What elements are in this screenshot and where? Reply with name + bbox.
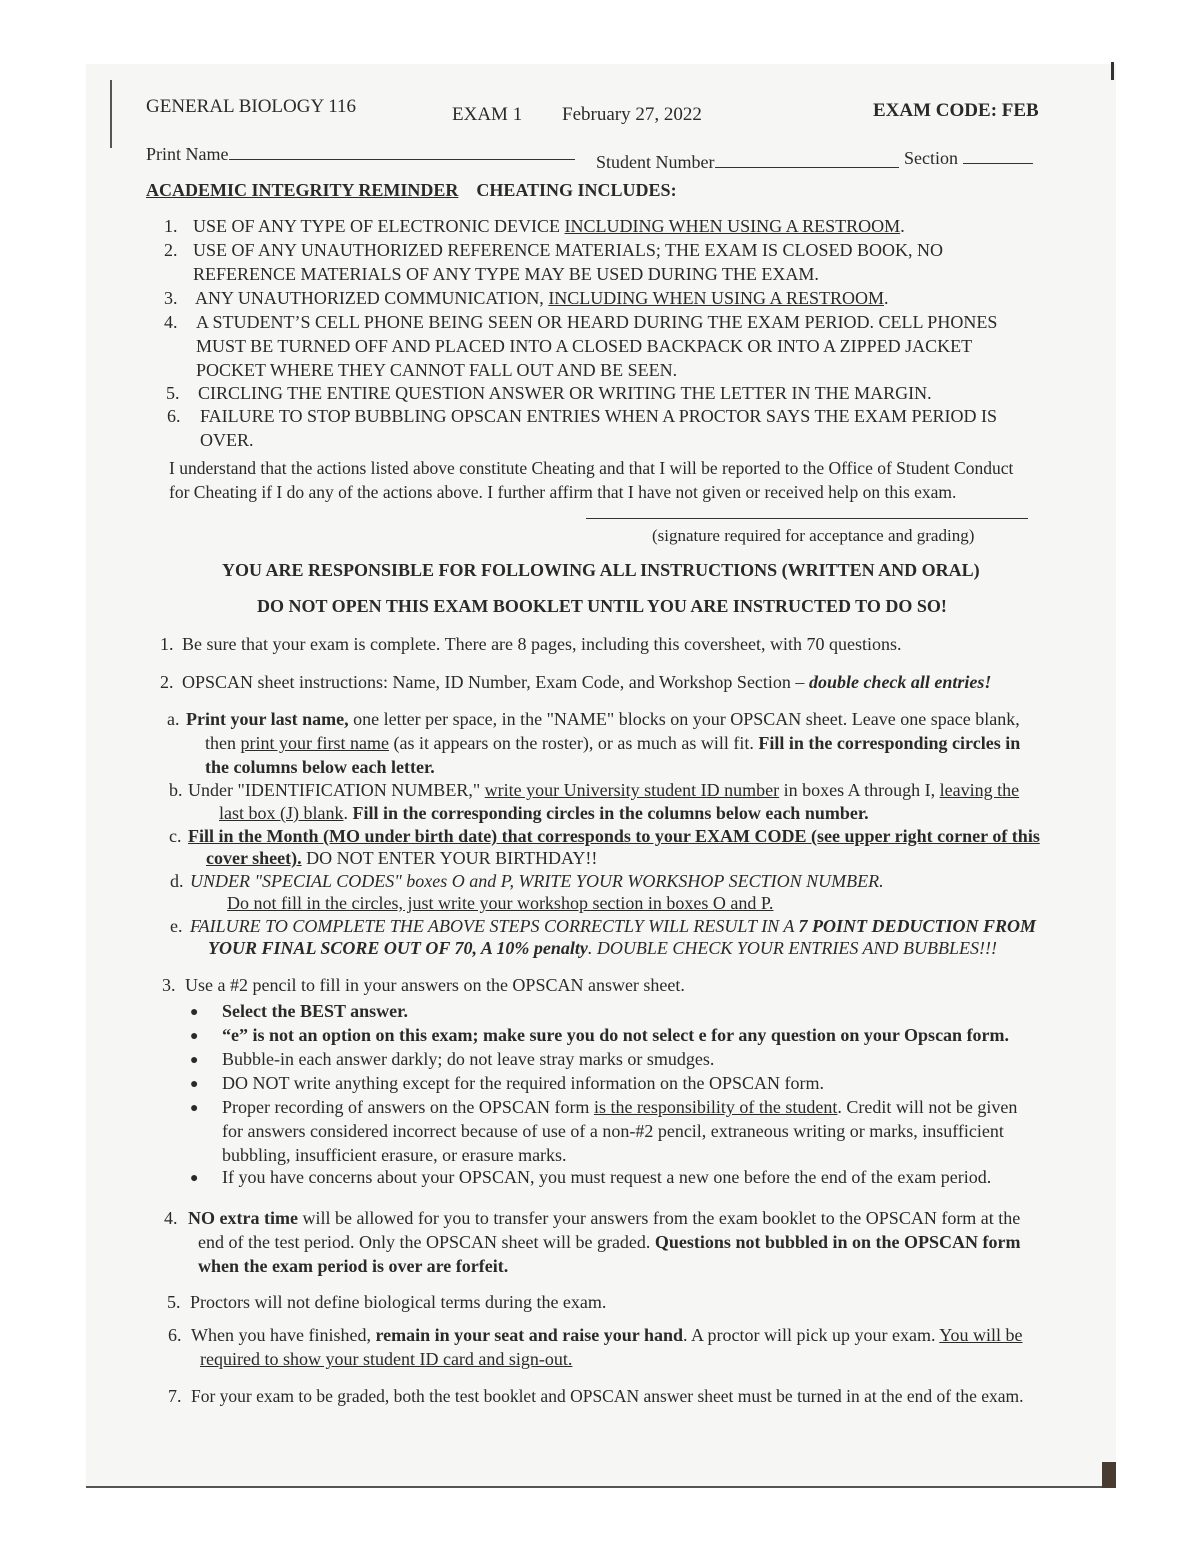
- course-title: GENERAL BIOLOGY 116: [146, 96, 357, 117]
- page-bottom-edge: [86, 1486, 1116, 1488]
- student-number-label: Student Number: [596, 152, 715, 172]
- integrity-item-4-cont2: POCKET WHERE THEY CANNOT FALL OUT AND BE SEEN.: [196, 360, 678, 380]
- responsible-banner: YOU ARE RESPONSIBLE FOR FOLLOWING ALL INSTRUCTIONS (WRITTEN AND ORAL): [222, 560, 980, 580]
- section-row: [904, 147, 1033, 169]
- print-name-row: [146, 143, 575, 165]
- bullet-dot: ●: [190, 1101, 199, 1116]
- instr-7: For your exam to be graded, both the test booklet and OPSCAN answer sheet must be turned in at the end of the exam.: [191, 1386, 1024, 1406]
- instr-b-letter: b.: [169, 780, 183, 800]
- bullet-1: Select the BEST answer.: [222, 1001, 409, 1021]
- instr-e-line1: FAILURE TO COMPLETE THE ABOVE STEPS CORRECTLY WILL RESULT IN A 7 POINT DEDUCTION FROM: [190, 916, 1037, 936]
- instr-num-7: 7.: [168, 1386, 182, 1406]
- instr-6-line2: required to show your student ID card and sign-out.: [200, 1349, 573, 1369]
- instr-e-letter: e.: [170, 916, 183, 936]
- integrity-num-2: 2.: [164, 240, 178, 260]
- integrity-heading: [146, 180, 677, 201]
- do-not-open-banner: DO NOT OPEN THIS EXAM BOOKLET UNTIL YOU ARE INSTRUCTED TO DO SO!: [257, 596, 947, 616]
- signature-line[interactable]: [586, 518, 1028, 519]
- integrity-statement-2: for Cheating if I do any of the actions above. I further affirm that I have not given or received help on this exam.: [169, 482, 957, 502]
- bullet-5: Proper recording of answers on the OPSCAN form is the responsibility of the student. Credit will not be given: [222, 1097, 1018, 1117]
- integrity-title: ACADEMIC INTEGRITY REMINDER: [146, 180, 459, 200]
- integrity-num-4: 4.: [164, 312, 178, 332]
- integrity-item-5: CIRCLING THE ENTIRE QUESTION ANSWER OR WRITING THE LETTER IN THE MARGIN.: [198, 383, 932, 403]
- integrity-num-3: 3.: [164, 288, 178, 308]
- instr-num-5: 5.: [167, 1292, 181, 1312]
- integrity-item-4-cont: MUST BE TURNED OFF AND PLACED INTO A CLOSED BACKPACK OR INTO A ZIPPED JACKET: [196, 336, 973, 356]
- corner-mark-top: [1111, 62, 1114, 80]
- bullet-dot: ●: [190, 1053, 199, 1068]
- integrity-item-2-cont: REFERENCE MATERIALS OF ANY TYPE MAY BE USED DURING THE EXAM.: [193, 264, 819, 284]
- instr-num-4: 4.: [164, 1208, 178, 1228]
- instr-b-line2: last box (J) blank. Fill in the corresponding circles in the columns below each number.: [219, 803, 869, 823]
- instr-a-line2: then print your first name (as it appears on the roster), or as much as will fit. Fill in the corresponding circles in: [205, 733, 1021, 753]
- instr-4-line3: when the exam period is over are forfeit.: [198, 1256, 509, 1276]
- integrity-item-6-cont: OVER.: [200, 430, 254, 450]
- integrity-item-2: USE OF ANY UNAUTHORIZED REFERENCE MATERIALS; THE EXAM IS CLOSED BOOK, NO: [193, 240, 944, 260]
- student-number-row: [596, 151, 899, 173]
- instr-5: Proctors will not define biological terms during the exam.: [190, 1292, 607, 1312]
- student-number-field[interactable]: [715, 151, 899, 168]
- signature-note: (signature required for acceptance and grading): [652, 526, 975, 545]
- bullet-5-cont: for answers considered incorrect because of use of a non-#2 pencil, extraneous writing or marks, insufficient: [222, 1121, 1004, 1141]
- section-label: Section: [904, 148, 958, 168]
- integrity-num-5: 5.: [166, 383, 180, 403]
- bullet-3: Bubble-in each answer darkly; do not leave stray marks or smudges.: [222, 1049, 715, 1069]
- instr-c-line1: Fill in the Month (MO under birth date) that corresponds to your EXAM CODE (see upper right corner of this: [188, 826, 1040, 846]
- instr-d-line2: Do not fill in the circles, just write your workshop section in boxes O and P.: [227, 893, 774, 913]
- section-field[interactable]: [963, 147, 1033, 164]
- print-name-label: Print Name: [146, 144, 229, 164]
- integrity-item-3: ANY UNAUTHORIZED COMMUNICATION, INCLUDING WHEN USING A RESTROOM.: [195, 288, 889, 308]
- instr-d-letter: d.: [170, 871, 184, 891]
- instr-num-2: 2.: [160, 672, 174, 692]
- bullet-dot: ●: [190, 1005, 199, 1020]
- integrity-item-1: USE OF ANY TYPE OF ELECTRONIC DEVICE INCLUDING WHEN USING A RESTROOM.: [193, 216, 905, 236]
- exam-code: EXAM CODE: FEB: [873, 100, 1039, 121]
- integrity-statement-1: I understand that the actions listed above constitute Cheating and that I will be reported to the Office of Student Conduct: [169, 458, 1014, 478]
- instr-3: Use a #2 pencil to fill in your answers on the OPSCAN answer sheet.: [185, 975, 685, 995]
- instr-c-line2: cover sheet). DO NOT ENTER YOUR BIRTHDAY!!: [206, 848, 598, 868]
- instr-a-letter: a.: [167, 709, 180, 729]
- instr-d-line1: UNDER "SPECIAL CODES" boxes O and P, WRITE YOUR WORKSHOP SECTION NUMBER.: [190, 871, 884, 891]
- instr-2: OPSCAN sheet instructions: Name, ID Number, Exam Code, and Workshop Section – double check all entries!: [182, 672, 992, 692]
- integrity-num-1: 1.: [164, 216, 178, 236]
- bullet-4: DO NOT write anything except for the required information on the OPSCAN form.: [222, 1073, 825, 1093]
- integrity-item-6: FAILURE TO STOP BUBBLING OPSCAN ENTRIES WHEN A PROCTOR SAYS THE EXAM PERIOD IS: [200, 406, 997, 426]
- exam-number: EXAM 1: [452, 104, 523, 125]
- print-name-field[interactable]: [229, 143, 575, 160]
- instr-a-line1: Print your last name, one letter per space, in the "NAME" blocks on your OPSCAN sheet. Leave one space blank,: [186, 709, 1020, 729]
- instr-c-letter: c.: [169, 826, 182, 846]
- corner-mark-bottom: [1102, 1462, 1116, 1488]
- instr-b-line1: Under "IDENTIFICATION NUMBER," write your University student ID number in boxes A through I, leaving the: [188, 780, 1020, 800]
- integrity-subtitle: CHEATING INCLUDES:: [476, 180, 677, 200]
- instr-4-line1: NO extra time will be allowed for you to transfer your answers from the exam booklet to the OPSCAN form at the: [188, 1208, 1021, 1228]
- instr-4-line2: end of the test period. Only the OPSCAN sheet will be graded. Questions not bubbled in on the OPSCAN form: [198, 1232, 1021, 1252]
- integrity-item-4: A STUDENT’S CELL PHONE BEING SEEN OR HEARD DURING THE EXAM PERIOD. CELL PHONES: [196, 312, 998, 332]
- bullet-dot: ●: [190, 1077, 199, 1092]
- margin-mark: [110, 80, 112, 148]
- integrity-num-6: 6.: [167, 406, 181, 426]
- bullet-6: If you have concerns about your OPSCAN, you must request a new one before the end of the exam period.: [222, 1167, 992, 1187]
- instr-num-3: 3.: [162, 975, 176, 995]
- bullet-dot: ●: [190, 1171, 199, 1186]
- instr-e-line2: YOUR FINAL SCORE OUT OF 70, A 10% penalty. DOUBLE CHECK YOUR ENTRIES AND BUBBLES!!!: [208, 938, 998, 958]
- exam-date: February 27, 2022: [562, 104, 702, 125]
- instr-6-line1: When you have finished, remain in your seat and raise your hand. A proctor will pick up your exam. You will be: [191, 1325, 1023, 1345]
- instr-1: Be sure that your exam is complete. There are 8 pages, including this coversheet, with 70 questions.: [182, 634, 902, 654]
- instr-num-6: 6.: [168, 1325, 182, 1345]
- instr-num-1: 1.: [160, 634, 174, 654]
- instr-a-line3: the columns below each letter.: [205, 757, 435, 777]
- bullet-dot: ●: [190, 1029, 199, 1044]
- bullet-2: “e” is not an option on this exam; make sure you do not select e for any question on your Opscan form.: [222, 1025, 1010, 1045]
- bullet-5-cont2: bubbling, insufficient erasure, or erasure marks.: [222, 1145, 567, 1165]
